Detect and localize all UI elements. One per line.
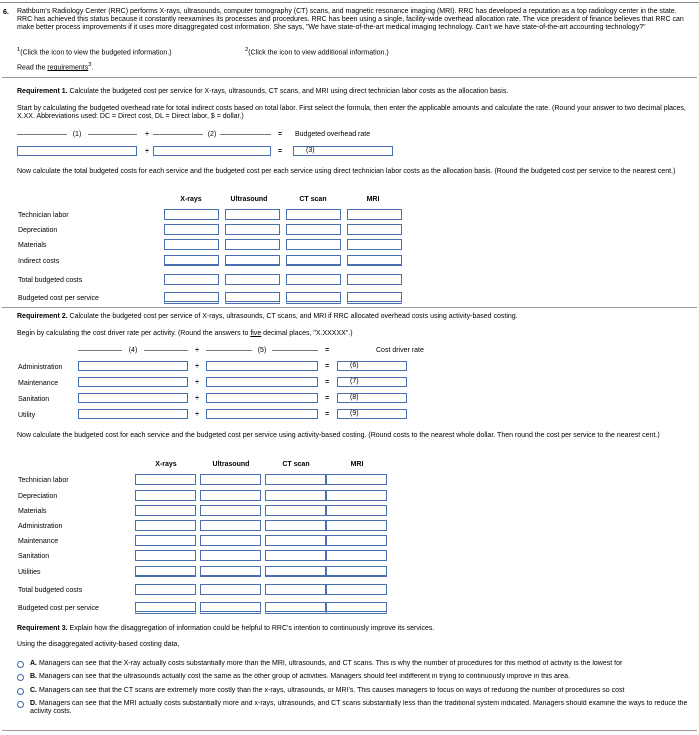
r1-row-label: Technician labor [18,212,69,219]
r2-col-header: X-rays [155,461,177,468]
r2-row-label: Sanitation [18,553,50,560]
req3-label: Requirement 3. [17,625,68,632]
option-c-radio[interactable] [17,688,24,695]
r2-cell[interactable] [326,490,387,501]
r2-col-header: Ultrasound [212,461,250,468]
r2-row-label: Depreciation [18,493,58,500]
r2-cell[interactable] [265,535,326,546]
r2-col-header: CT scan [282,461,310,468]
r2-row-label: Total budgeted costs [18,587,83,594]
formula-label-5: (5) [257,347,267,354]
r1-cell[interactable] [225,255,280,266]
r2-cell[interactable] [265,584,326,595]
cost-driver-rate-label: Cost driver rate [376,347,424,354]
footnote-mark-1: 1 [17,47,21,53]
divide-sign: ÷ [195,395,199,402]
r1-row-label: Total budgeted costs [18,277,83,284]
req2-heading [17,313,518,321]
r2-cell[interactable] [326,520,387,531]
footnote-additional-text: (Click the icon to view additional information.) [248,49,389,57]
r1-cell[interactable] [164,274,219,285]
divide-sign: ÷ [195,379,199,386]
r1-cell[interactable] [347,209,402,220]
r2-row-label: Technician labor [18,477,69,484]
activity-driver-input[interactable] [206,409,318,419]
activity-label: Utility [18,412,36,419]
formula-label-2: (2) [207,131,217,138]
option-text: Managers can see that the MRI actually costs substantially more and x-rays, ultrasounds, and CT scans substantially less than the traditional system indicated. Managers should examine the ways to reduce the activity costs. [30,700,688,715]
r1-cell[interactable] [347,255,402,266]
r2-row-label: Maintenance [18,538,59,545]
r1-cost-per-service-cell[interactable] [225,292,280,304]
r1-col-header: MRI [366,196,380,203]
overhead-rate-input[interactable] [293,146,393,156]
option-text: Managers can see that the X-ray actually costs substantially more than the MRI, ultrasounds, and CT scans. This is why the number of procedures for this method of activity is the lowest for [38,660,623,667]
r1-cell[interactable] [286,255,341,266]
req2-instruction-post: decimal places, "X.XXXXX".) [261,330,353,337]
req2-instruction2: Now calculate the budgeted cost for each service and the budgeted cost per service using activity-based costing. (Round costs to the nearest whole dollar. Then round the cost per service to the nearest cent.) [17,432,660,439]
r1-cell[interactable] [225,209,280,220]
r2-cost-per-service-cell[interactable] [135,602,196,614]
r1-cell[interactable] [286,224,341,235]
option-letter: C. [30,687,37,694]
r1-row-label: Depreciation [18,227,58,234]
r2-cell[interactable] [265,550,326,561]
r2-cell[interactable] [135,550,196,561]
r2-cell[interactable] [326,535,387,546]
option-text: Managers can see that the CT scans are extremely more costly than the x-rays, ultrasounds, or MRI's. This causes managers to focus on ways of reducing the number of procedures so cost [38,687,625,694]
activity-cost-input[interactable] [78,361,188,371]
req2-label: Requirement 2. [17,313,68,320]
equals-sign: = [324,379,330,386]
req1-heading [17,88,508,96]
r2-cell[interactable] [135,490,196,501]
equals-sign-2: = [277,148,283,155]
r2-cell[interactable] [265,566,326,577]
rate-box-label: (6) [350,362,359,369]
req1-instruction2: Now calculate the total budgeted costs for each service and the budgeted cost per each service using direct technician labor costs as the allocation basis. (Round the budgeted cost per service to the nearest cent.) [17,168,676,175]
r2-cost-per-service-cell[interactable] [326,602,387,614]
overhead-rate-label: Budgeted overhead rate [295,131,371,138]
rate-box-label: (8) [350,394,359,401]
equals-sign: = [324,411,330,418]
r2-cell[interactable] [135,584,196,595]
equals-sign: = [324,395,330,402]
r1-cell[interactable] [164,224,219,235]
r1-row-label: Materials [18,242,47,249]
r2-cell[interactable] [265,474,326,485]
r2-row-label: Materials [18,508,47,515]
req2-instruction [17,330,353,338]
r1-cost-per-service-cell[interactable] [347,292,402,304]
r2-cell[interactable] [135,535,196,546]
option-letter: B. [30,673,37,680]
r1-cell[interactable] [286,274,341,285]
problem-number: 6. [3,9,9,16]
req1-instruction: Start by calculating the budgeted overhead rate for total indirect costs based on total labor. First select the formula, then enter the applicable amounts and calculate the rate. (Round your answer to two decimal places, X.XX. Abbreviations used: DC = Direct cost, DL = Direct labor, $ = dollar.) [17,105,686,120]
r1-col-header: CT scan [299,196,327,203]
r1-cell[interactable] [164,209,219,220]
equals-sign: = [324,347,330,354]
option-d-radio[interactable] [17,701,24,708]
r2-cell[interactable] [200,550,261,561]
r2-cell[interactable] [200,505,261,516]
option-b-text [30,673,698,681]
r1-cell[interactable] [347,224,402,235]
r2-row-label: Utilities [18,569,41,576]
r1-cell[interactable] [286,239,341,250]
activity-cost-input[interactable] [78,377,188,387]
r2-cost-per-service-cell[interactable] [200,602,261,614]
numerator-input[interactable] [17,146,137,156]
req1-label: Requirement 1. [17,88,68,95]
r2-cell[interactable] [135,520,196,531]
option-d-text [30,700,696,716]
formula-label-1: (1) [72,131,82,138]
denominator-input[interactable] [153,146,271,156]
r2-col-header: MRI [350,461,364,468]
five-link[interactable]: five [250,330,262,337]
activity-cost-input[interactable] [78,409,188,419]
r2-cell[interactable] [200,535,261,546]
r2-cell[interactable] [326,566,387,577]
formula-label-4: (4) [128,347,138,354]
activity-driver-input[interactable] [206,377,318,387]
r1-cell[interactable] [225,224,280,235]
r1-col-header: Ultrasound [230,196,268,203]
activity-label: Administration [18,364,63,371]
read-suffix: . [91,64,94,72]
option-letter: D. [30,700,37,707]
box-3-label: (3) [306,147,315,154]
activity-cost-input[interactable] [78,393,188,403]
read-prefix: Read the [17,64,48,72]
req2-instruction-pre: Begin by calculating the cost driver rate per activity. (Round the answers to [17,330,251,337]
r1-cell[interactable] [225,274,280,285]
r1-row-label: Budgeted cost per service [18,295,99,302]
activity-label: Maintenance [18,380,59,387]
r1-cell[interactable] [225,239,280,250]
r2-cell[interactable] [265,490,326,501]
r2-cell[interactable] [200,566,261,577]
r2-row-label: Administration [18,523,63,530]
footnote-budgeted[interactable] [17,46,172,57]
option-letter: A. [30,660,37,667]
problem-intro: Rathbum's Radiology Center (RRC) performs X-rays, ultrasounds, computer tomography (CT) scans, and magnetic resonance imaging (MRI). RRC has developed a reputation as a top radiology center in the state. RRC has achieved this status because it constantly reexamines its processes and procedures. RRC has been using a single, facility-wide overhead allocation rate. The vice president of finance believes that RRC can make better process improvements if it uses more disaggregated cost information. She says, "We have state-of-the-art medical imaging technology. Can't we have state-of-the-art accounting technology?" [17,8,684,31]
cost-driver-rate-input[interactable] [337,409,407,419]
rate-box-label: (7) [350,378,359,385]
divide-sign: ÷ [195,411,199,418]
req3-heading [17,625,434,633]
r2-row-label: Budgeted cost per service [18,605,99,612]
footnote-budgeted-text: (Click the icon to view the budgeted information.) [20,49,172,57]
read-requirements [17,61,93,72]
r1-col-header: X-rays [180,196,202,203]
r2-cell[interactable] [135,505,196,516]
option-a-text [30,660,698,668]
cost-driver-rate-input[interactable] [337,361,407,371]
r2-cell[interactable] [326,474,387,485]
footnote-additional[interactable] [245,46,389,57]
cost-driver-rate-input[interactable] [337,377,407,387]
divide-sign: ÷ [145,131,149,138]
r2-cell[interactable] [265,505,326,516]
equals-sign: = [324,363,330,370]
r2-cell[interactable] [200,520,261,531]
divide-sign: ÷ [195,363,199,370]
r2-cell[interactable] [135,474,196,485]
rate-box-label: (9) [350,410,359,417]
r2-cell[interactable] [326,505,387,516]
requirements-link[interactable]: requirements [47,64,89,72]
option-a-radio[interactable] [17,661,24,668]
footnote-mark-2: 2 [245,47,249,53]
activity-label: Sanitation [18,396,50,403]
r1-cost-per-service-cell[interactable] [286,292,341,304]
option-c-text [30,687,698,695]
r2-cell[interactable] [265,520,326,531]
activity-driver-input[interactable] [206,361,318,371]
req3-lead: Using the disaggregated activity-based costing data, [17,641,180,648]
r2-cell[interactable] [200,474,261,485]
r1-cell[interactable] [347,239,402,250]
cost-driver-rate-input[interactable] [337,393,407,403]
equals-sign: = [277,131,283,138]
r2-cell[interactable] [200,584,261,595]
r2-cell[interactable] [326,584,387,595]
req3-text: Explain how the disaggregation of information could be helpful to RRC's intention to continuously improve its services. [67,625,435,632]
r1-cell[interactable] [164,239,219,250]
r1-row-label: Indirect costs [18,258,60,265]
r2-cell[interactable] [200,490,261,501]
r2-cell[interactable] [326,550,387,561]
r1-cell[interactable] [164,255,219,266]
divide-sign-2: ÷ [145,148,149,155]
r1-cell[interactable] [286,209,341,220]
r2-cost-per-service-cell[interactable] [265,602,326,614]
r2-cell[interactable] [135,566,196,577]
option-text: Managers can see that the ultrasounds actually cost the same as the other group of activities. Managers should feel indifferent in trying to continuously improve in this area. [38,673,570,680]
r1-cell[interactable] [347,274,402,285]
req1-text: Calculate the budgeted cost per service for X-rays, ultrasounds, CT scans, and MRI using direct technician labor costs as the allocation basis. [67,88,509,95]
req2-text: Calculate the budgeted cost per service of X-rays, ultrasounds, CT scans, and MRI if RRC allocated overhead costs using activity-based costing. [67,313,518,320]
r1-cost-per-service-cell[interactable] [164,292,219,304]
footnote-mark-3: 3 [88,62,92,68]
option-b-radio[interactable] [17,674,24,681]
divide-sign: ÷ [195,347,199,354]
activity-driver-input[interactable] [206,393,318,403]
